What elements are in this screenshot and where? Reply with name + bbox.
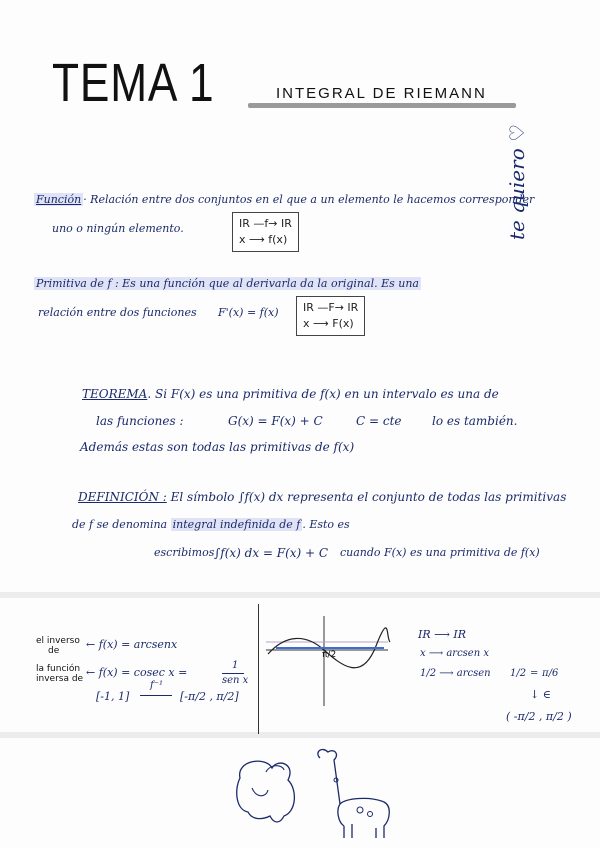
example-range: [-π/2 , π/2] (180, 690, 239, 703)
definicion-line-2 (72, 518, 350, 531)
funcion-map-row: x ⟶ f(x) (239, 233, 288, 246)
example-fraction-num: 1 (232, 660, 239, 671)
example-right-membership: ↓ ∈ (530, 688, 551, 701)
example-right-half: 1/2 (510, 668, 527, 679)
teorema-line-2a: las funciones : (96, 414, 184, 428)
example-right-arcsen: x ⟶ arcsen x (420, 648, 489, 659)
definicion-formula: ∫f(x) dx = F(x) + C (214, 546, 329, 560)
primitiva-line-1: Primitiva de f : Es una función que al derivarla da la original. Es una (36, 277, 419, 290)
example-inverse-label: el inverso (36, 636, 80, 646)
definicion-text: El símbolo ∫f(x) dx representa el conjunto de todas las primitivas (170, 490, 567, 504)
teorema-formula: G(x) = F(x) + C (228, 414, 323, 428)
fraction-bar (222, 673, 244, 674)
example-right-map: IR ⟶ IR (418, 628, 467, 641)
side-note: te quiero ♡ (505, 123, 529, 240)
graph-label: π/2 (322, 650, 337, 660)
teorema-text: . Si F(x) es una primitiva de f(x) en un intervalo es una de (147, 387, 499, 401)
example-function-label-2: inversa de (36, 674, 84, 684)
example-fraction-den: sen x (222, 675, 249, 686)
definicion-line-1 (78, 490, 566, 504)
funcion-label: Función (36, 193, 82, 206)
primitiva-map-box (296, 296, 365, 336)
funcion-line-2: uno o ningún elemento. (52, 222, 184, 235)
example-right-interval: ( -π/2 , π/2 ) (506, 710, 572, 723)
subtitle-underline (248, 103, 516, 108)
section-divider (0, 732, 600, 738)
primitiva-map-row: x ⟶ F(x) (303, 317, 354, 330)
page-subtitle: INTEGRAL DE RIEMANN (276, 85, 487, 102)
definicion-line-2a: de f se denomina (72, 518, 168, 531)
elephant-doodle (226, 750, 306, 830)
primitiva-map-row: IR —F→ IR (303, 301, 359, 314)
teorema-label: TEOREMA (82, 387, 148, 401)
primitiva-line-2: relación entre dos funciones (38, 306, 197, 319)
sine-graph (266, 612, 396, 712)
funcion-map-row: IR —f→ IR (239, 217, 292, 230)
definicion-term: integral indefinida de f (172, 518, 301, 531)
section-divider (0, 592, 600, 598)
teorema-constant: C = cte (356, 414, 402, 428)
example-arcsen: ← f(x) = arcsenx (86, 638, 178, 651)
example-right-eval: 1/2 ⟶ arcsen (420, 668, 491, 679)
example-right-result: π/6 (542, 668, 559, 679)
giraffe-doodle (300, 744, 410, 840)
example-right-equals: = (530, 668, 539, 679)
funcion-text: · Relación entre dos conjuntos en el que a un elemento le hacemos corresponder (83, 193, 535, 206)
funcion-map-box (232, 212, 299, 252)
column-divider (258, 604, 259, 734)
definicion-line-3a: escribimos (154, 546, 215, 559)
definicion-label: DEFINICIÓN : (78, 490, 167, 504)
definicion-line-3c: cuando F(x) es una primitiva de f(x) (340, 546, 540, 559)
example-function-label: la función (36, 664, 81, 674)
mapping-arrow (140, 695, 172, 696)
teorema-line-2d: lo es también. (432, 414, 518, 428)
example-domain: [-1, 1] (96, 690, 130, 703)
example-inverse-label-2: de (48, 646, 60, 656)
example-inverse-symbol: f⁻¹ (150, 680, 163, 691)
page-title: TEMA 1 (52, 53, 215, 113)
teorema-line-1 (82, 387, 499, 401)
example-cosec: ← f(x) = cosec x = (86, 666, 188, 679)
primitiva-formula: F'(x) = f(x) (218, 306, 279, 319)
teorema-line-3: Además estas son todas las primitivas de f(x) (80, 440, 355, 454)
definicion-line-2c: . Esto es (302, 518, 350, 531)
funcion-line-1 (34, 193, 534, 206)
